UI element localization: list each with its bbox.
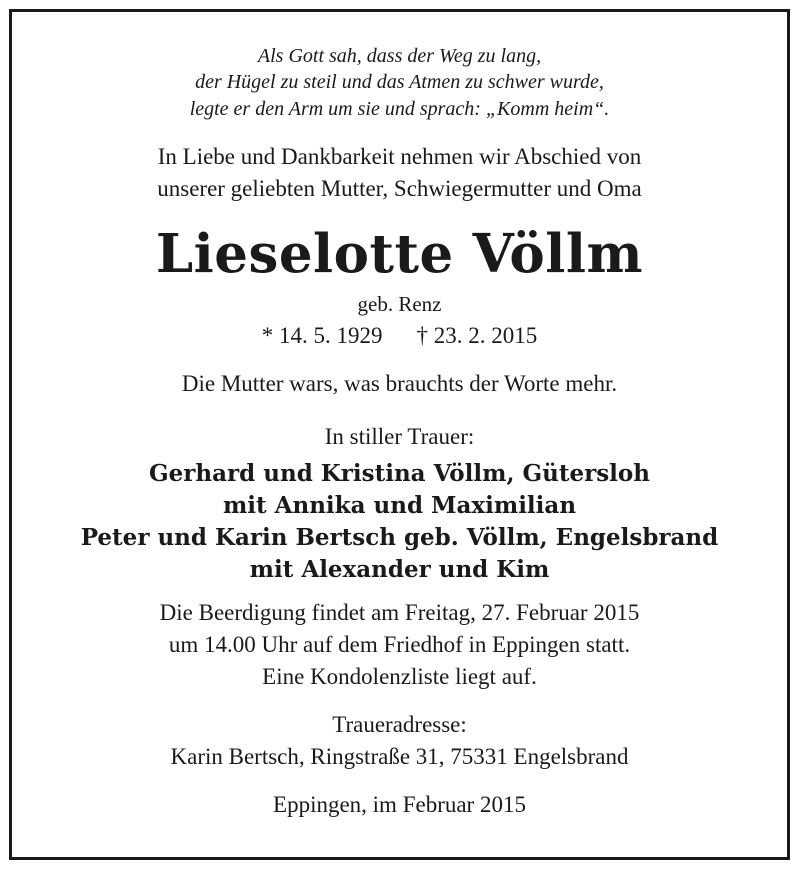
verse-line-2: der Hügel zu steil und das Atmen zu schwer wurde, xyxy=(195,71,604,93)
funeral-line-2: um 14.00 Uhr auf dem Friedhof in Eppingen statt. xyxy=(168,632,631,657)
closing-line: Eppingen, im Februar 2015 xyxy=(273,792,526,817)
mourner-line-4: mit Alexander und Kim xyxy=(249,556,550,583)
mourner-line-2: mit Annika und Maximilian xyxy=(222,492,577,519)
intro-line-2: unserer geliebten Mutter, Schwiegermutter und Oma xyxy=(157,176,642,201)
maiden-name: geb. Renz xyxy=(357,292,442,316)
obituary-notice xyxy=(9,9,790,860)
birth-date: * 14. 5. 1929 xyxy=(261,323,383,348)
mourner-line-3: Peter und Karin Bertsch geb. Völlm, Engelsbrand xyxy=(80,524,719,551)
address-line: Karin Bertsch, Ringstraße 31, 75331 Engelsbrand xyxy=(170,744,629,769)
funeral-line-3: Eine Kondolenzliste liegt auf. xyxy=(262,664,537,689)
death-date: † 23. 2. 2015 xyxy=(416,323,538,348)
mourner-line-1: Gerhard und Kristina Völlm, Gütersloh xyxy=(149,460,650,487)
intro-line-1: In Liebe und Dankbarkeit nehmen wir Abschied von xyxy=(157,144,642,169)
deceased-name: Lieselotte Völlm xyxy=(155,223,644,285)
mourning-heading: In stiller Trauer: xyxy=(324,424,475,449)
life-dates xyxy=(12,323,787,349)
address-heading: Traueradresse: xyxy=(332,712,467,737)
funeral-line-1: Die Beerdigung findet am Freitag, 27. Februar 2015 xyxy=(159,600,640,625)
quote: Die Mutter wars, was brauchts der Worte mehr. xyxy=(181,371,618,396)
verse-line-1: Als Gott sah, dass der Weg zu lang, xyxy=(257,45,542,67)
verse-line-3: legte er den Arm um sie und sprach: „Komm heim“. xyxy=(189,98,610,120)
